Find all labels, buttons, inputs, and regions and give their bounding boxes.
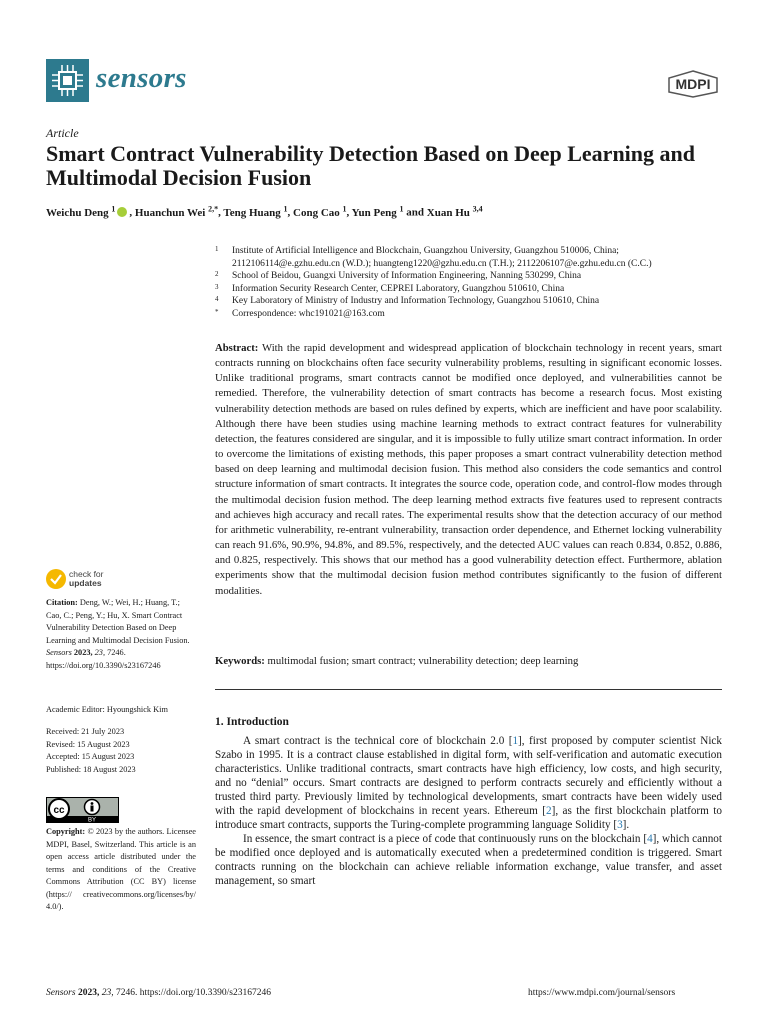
journal-name[interactable]: sensors [96,62,187,94]
affiliation-item: 3 Information Security Research Center, CEPREI Laboratory, Guangzhou 510610, China [215,282,565,294]
author[interactable]: Teng Huang $^1$ [223,204,288,219]
footer-doi-link[interactable]: 7246. https://doi.org/10.3390/s23167246 [115,988,271,998]
author[interactable]: Huanchun Wei $^{2,*}$ [134,204,219,219]
keywords-label: Keywords: [215,655,265,667]
date-published: Published: 18 August 2023 [46,764,136,774]
reference-link[interactable]: 4 [647,833,653,846]
section-heading: 1. Introduction [215,716,289,728]
divider [215,689,722,690]
paragraph: In essence, the smart contract is a piece of code that continuously runs on the blockchain [4], which cannot be modified once deployed and is automatically executed when a predetermined condition is triggered. Smart contracts running on the blockchain can achieve reliable information exchange, value transfer, and asset management, so smart [215,833,722,888]
svg-text:MDPI: MDPI [675,76,711,92]
paragraph: A smart contract is the technical core of blockchain 2.0 [1], first proposed by computer scientist Nick Szabo in 1995. It is a contract clause established in digital form, with self-verification and automatic execution characteristics. Unlike traditional contracts, smart contracts have high efficiency, low costs, and high security, and no “denial” occurs. Smart contracts are designed to perform contracts securely and efficiently without a trusted third party. Previously limited by technological developments, smart contracts have been widely used with the rapid development of blockchains in recent years. Ethereum [2], as the first blockchain platform to introduce smart contracts, supports the Turing-complete programming language Solidity [3]. [215,735,722,832]
check-for-updates-icon[interactable] [46,569,66,589]
author[interactable]: Yun Peng $^1$ [351,204,404,219]
footer-journal-url[interactable]: https://www.mdpi.com/journal/sensors [528,988,676,998]
body-text [215,734,722,889]
abstract-label: Abstract: [215,342,259,354]
correspondence: * Correspondence: whc191021@163.com [215,307,385,319]
date-received: Received: 21 July 2023 [46,727,125,736]
citation: Citation: Deng, W.; Wei, H.; Huang, T.; Cao, C.; Peng, Y.; Hu, X. Smart Contract Vulnerability Detection Based on Deep Learning and Multimodal Decision Fusion. Sensors 2023, 23, 7246. https://doi.org/10.3390/s23167246 [46,598,190,670]
affiliation-item: 4 Key Laboratory of Ministry of Industry and Information Technology, Guangzhou 510610, China [215,295,600,307]
svg-text:BY: BY [87,817,97,823]
keywords [215,655,722,667]
affiliation-item: 1 Institute of Artificial Intelligence and Blockchain, Guangzhou University, Guangzhou 510006, China; 2112106114@e.gzhu.edu.cn (W.D.); huangteng1220@gzhu.edu.cn (T.H.); 2112206107@e.gzhu.edu.cn (C.C.) [215,245,652,269]
author[interactable]: Weichu Deng $^1$ [46,204,116,219]
reference-link[interactable]: 1 [512,735,519,747]
reference-link[interactable]: 3 [617,819,623,832]
article-title: Smart Contract Vulnerability Detection Based on Deep Learning and Multimodal Decision Fusion [46,141,695,190]
abstract-text: With the rapid development and widespread application of blockchain technology in recent years, smart contracts running on blockchains often face security vulnerability problems, resulting in significant economic losses. Unlike traditional programs, smart contracts cannot be modified once deployed, and vulnerabilities cannot be remedied. Therefore, the vulnerability detection of smart contracts has become a research focus. Most existing vulnerability detection methods are based on rules defined by experts, which are inefficient and have poor scalability. Although there have been studies using machine learning methods to extract contract features for vulnerability detection, the features considered are singular, and it is impossible to fully utilize smart contract information. In order to overcome the limitations of existing methods, this paper proposes a smart contract vulnerability detection method based on deep learning and multimodal decision fusion. This method also considers the code semantics and control structure information of smart contracts. It integrates the source code, operation code, and control-flow modes through the multimodal decision fusion method. The deep learning method extracts five features used to represent contracts and achieves high accuracy and recall rates. The experimental results show that the detection accuracy of our method for arithmetic vulnerability, re-entrant vulnerability, transaction order dependence, and Ethernet locking vulnerability can reach 91.6%, 90.9%, 94.8%, and 89.5%, respectively, and the detected AUC values can reach 0.834, 0.852, 0.886, and 0.825, respectively. This shows that our method has a good vulnerability detection effect. Furthermore, ablation experiments show that the multimodal decision fusion method contributes significantly to the fusion of different modalities. [215,342,722,597]
svg-text:cc: cc [53,805,65,816]
orcid-icon[interactable] [117,207,127,217]
article-type: Article [46,126,79,140]
cc-by-license-icon[interactable] [46,797,119,823]
publication-dates [46,726,196,776]
affiliations [215,245,725,321]
citation-doi-link[interactable]: 7246. https://doi.org/10.3390/s23167246 [46,648,161,670]
author-list: Weichu Deng $^1$ , Huanchun Wei $^{2,*}$, Teng Huang $^1$, Cong Cao $^1$, Yun Peng $^1$ and Xuan Hu $^{3,4}$ [46,204,483,219]
author[interactable]: Cong Cao $^1$ [293,204,347,219]
footer-citation: Sensors 2023, 23, 7246. https://doi.org/10.3390/s23167246 [46,988,271,998]
sensors-chip-logo [46,59,89,102]
mdpi-logo[interactable] [667,70,719,98]
abstract [215,341,722,599]
affiliation-item: 2 School of Beidou, Guangxi University of Information Engineering, Nanning 530299, China [215,270,582,282]
date-revised: Revised: 15 August 2023 [46,739,130,749]
keywords-text: multimodal fusion; smart contract; vulnerability detection; deep learning [267,655,579,667]
copyright-notice: Copyright: © 2023 by the authors. Licensee MDPI, Basel, Switzerland. This article is an open access article distributed under the terms and conditions of the Creative Commons Attribution (CC BY) license (https:// creativecommons.org/licenses/by/ 4.0/). [46,827,196,911]
author[interactable]: Xuan Hu $^{3,4}$ [426,204,483,219]
reference-link[interactable]: 2 [546,805,552,818]
date-accepted: Accepted: 15 August 2023 [46,752,135,761]
academic-editor: Academic Editor: Hyoungshick Kim [46,705,168,714]
check-for-updates-button[interactable]: check for updates [69,569,104,588]
